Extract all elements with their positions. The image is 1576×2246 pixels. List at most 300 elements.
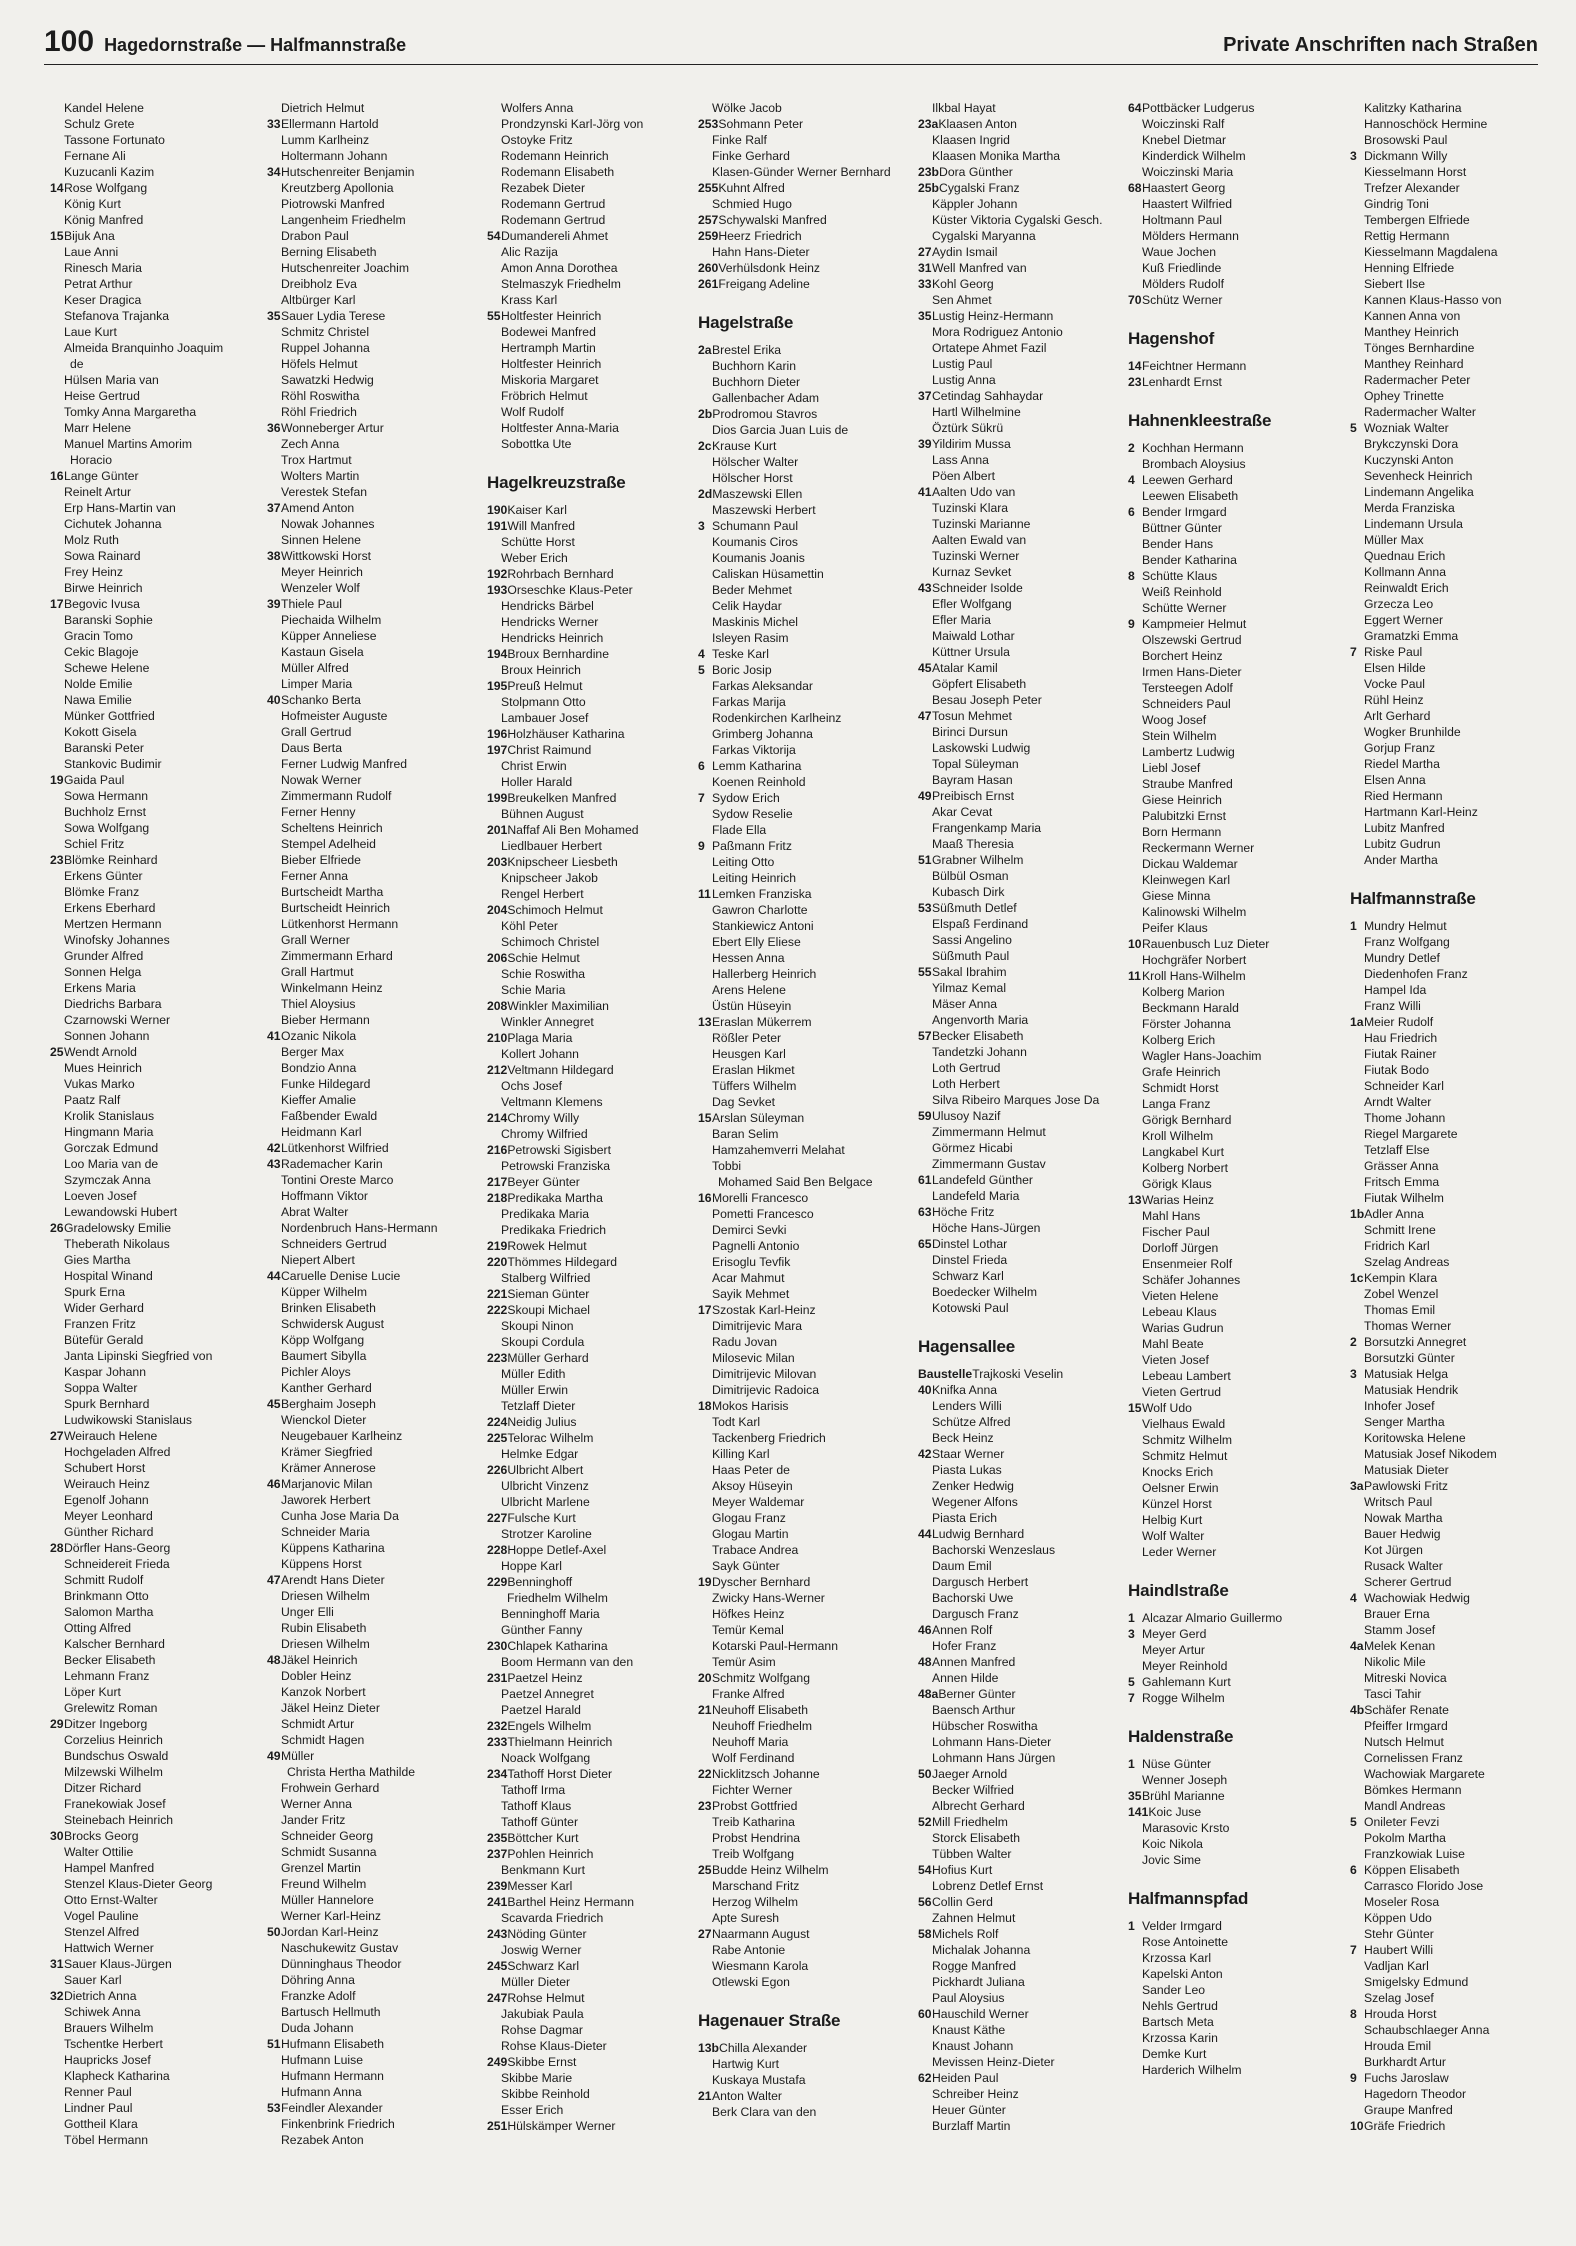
resident-entry [918,1204,1126,1220]
resident-name: Lehmann Franz [64,1669,150,1683]
house-number: 49 [267,1749,281,1763]
resident-name: Daum Emil [932,1559,992,1573]
resident-entry [918,1574,1126,1590]
resident-name: Leiting Otto [712,855,775,869]
resident-entry [1350,228,1558,244]
resident-entry [267,1124,475,1140]
resident-entry [1350,772,1558,788]
resident-entry [698,1078,906,1094]
resident-entry [487,1686,695,1702]
resident-entry [487,1094,695,1110]
resident-entry [918,820,1126,836]
resident-entry [487,886,695,902]
resident-name: Heiden Paul [932,2071,999,2085]
resident-name: Kubasch Dirk [932,885,1005,899]
resident-name: Hoppe Detlef-Axel [507,1543,607,1557]
resident-name: Erkens Günter [64,869,143,883]
resident-entry [1128,1804,1336,1820]
resident-name: Gorjup Franz [1364,741,1436,755]
resident-name: Wittkowski Horst [281,549,372,563]
resident-entry [1350,612,1558,628]
resident-entry [1128,440,1336,456]
resident-entry [1350,356,1558,372]
resident-name: Bömkes Hermann [1364,1783,1462,1797]
resident-name: Jordan Karl-Heinz [281,1925,379,1939]
house-number: 41 [267,1029,281,1043]
resident-entry [487,1798,695,1814]
resident-entry [267,836,475,852]
resident-entry [487,758,695,774]
resident-name: Nutsch Helmut [1364,1735,1444,1749]
house-number: 15 [1128,1401,1142,1415]
resident-name: Efler Wolfgang [932,597,1012,611]
resident-name: Bender Katharina [1142,553,1237,567]
resident-name: Höche Hans-Jürgen [932,1221,1041,1235]
resident-entry [918,1188,1126,1204]
resident-name: Hufmann Luise [281,2053,363,2067]
house-number: 3 [698,519,705,533]
resident-name: Kalinowski Wilhelm [1142,905,1247,919]
resident-name: Broux Heinrich [501,663,581,677]
resident-name: Vocke Paul [1364,677,1425,691]
resident-entry [487,534,695,550]
resident-entry [698,1494,906,1510]
resident-name: Lustig Heinz-Hermann [932,309,1054,323]
resident-entry [1128,1096,1336,1112]
resident-name: Limper Maria [281,677,353,691]
resident-entry [487,388,695,404]
resident-name: Fröbrich Helmut [501,389,588,403]
resident-name: Annen Manfred [932,1655,1016,1669]
resident-name: Ditzer Richard [64,1781,142,1795]
resident-entry [50,1412,258,1428]
resident-name: Kuskaya Mustafa [712,2073,806,2087]
resident-name: Sawatzki Hedwig [281,373,374,387]
resident-entry [487,1814,695,1830]
resident-entry [698,790,906,806]
resident-entry [918,804,1126,820]
resident-name: Tathoff Irma [501,1783,566,1797]
resident-name: Almeida Branquinho Joaquim [64,341,224,355]
house-number: 193 [487,583,508,597]
house-number: 235 [487,1831,508,1845]
resident-name: Merda Franziska [1364,501,1455,515]
resident-entry [487,1894,695,1910]
resident-name: Kurnaz Sevket [932,565,1012,579]
resident-name: Knipscheer Liesbeth [507,855,618,869]
house-number: 34 [267,165,281,179]
resident-entry [50,2084,258,2100]
resident-entry [698,374,906,390]
resident-entry [50,1220,258,1236]
resident-name: Sydow Erich [712,791,780,805]
resident-name: Sevenheck Heinrich [1364,469,1473,483]
resident-name: Hingmann Maria [64,1125,154,1139]
resident-entry [267,148,475,164]
resident-entry [50,676,258,692]
resident-entry [1128,1048,1336,1064]
resident-entry [1350,1862,1558,1878]
resident-name: Arlt Gerhard [1364,709,1431,723]
resident-name: Carrasco Florido Jose [1364,1879,1484,1893]
resident-name: Breukelken Manfred [507,791,617,805]
resident-entry [267,996,475,1012]
resident-name: Rohrbach Bernhard [507,567,614,581]
resident-entry [918,1766,1126,1782]
resident-entry [698,1318,906,1334]
resident-name: Manthey Heinrich [1364,325,1459,339]
resident-entry [487,518,695,534]
resident-name: Ditzer Ingeborg [64,1717,148,1731]
resident-name: Künzel Horst [1142,1497,1212,1511]
resident-entry [487,966,695,982]
house-number: 42 [267,1141,281,1155]
resident-name: Tathoff Günter [501,1815,579,1829]
resident-entry [1128,792,1336,808]
resident-entry [50,596,258,612]
resident-entry [1128,984,1336,1000]
resident-name: Anton Walter [712,2089,782,2103]
resident-name: Czarnowski Werner [64,1013,171,1027]
resident-name: Graupe Manfred [1364,2103,1453,2117]
resident-name: Schmitz Helmut [1142,1449,1228,1463]
resident-entry [1128,808,1336,824]
house-number: 14 [1128,359,1142,373]
resident-entry [918,1300,1126,1316]
resident-entry [50,548,258,564]
resident-name: Baranski Sophie [64,613,153,627]
resident-entry [918,644,1126,660]
resident-entry [1128,680,1336,696]
resident-name: Görigk Bernhard [1142,1113,1232,1127]
resident-entry [918,2086,1126,2102]
resident-name: Ebert Elly Eliese [712,935,801,949]
resident-name: Baran Selim [712,1127,779,1141]
resident-entry [267,868,475,884]
resident-entry [1128,2046,1336,2062]
resident-name: Paetzel Heinz [507,1671,583,1685]
house-number: 222 [487,1303,508,1317]
resident-entry [918,292,1126,308]
resident-name: Szostak Karl-Heinz [712,1303,816,1317]
resident-entry [50,948,258,964]
resident-name: Arens Helene [712,983,786,997]
resident-name: Dinstel Frieda [932,1253,1008,1267]
resident-entry [267,1828,475,1844]
resident-entry [1350,116,1558,132]
house-number: 228 [487,1543,508,1557]
resident-name: Göpfert Elisabeth [932,677,1027,691]
resident-name: Mertzen Hermann [64,917,162,931]
resident-name: Tuzinski Marianne [932,517,1031,531]
house-number: 1 [1350,919,1357,933]
resident-entry [918,132,1126,148]
resident-entry [50,884,258,900]
resident-name: Veltmann Hildegard [507,1063,614,1077]
house-number: 44 [267,1269,281,1283]
resident-name: Pometti Francesco [712,1207,814,1221]
resident-entry [267,1044,475,1060]
resident-name: Aalten Ewald van [932,533,1027,547]
resident-entry [1350,1190,1558,1206]
resident-entry [918,548,1126,564]
resident-name: Krzossa Karin [1142,2031,1218,2045]
resident-name: Kroll Hans-Wilhelm [1142,969,1246,983]
resident-name: Walter Ottilie [64,1845,134,1859]
resident-entry [487,870,695,886]
house-number: 4 [1128,473,1135,487]
resident-name: Staar Werner [932,1447,1005,1461]
resident-entry [698,1590,906,1606]
house-number: 52 [918,1815,932,1829]
house-number: 141 [1128,1805,1149,1819]
resident-name: Rezabek Anton [281,2133,364,2147]
resident-entry [50,372,258,388]
house-number: 17 [50,597,64,611]
resident-entry [267,1732,475,1748]
resident-name: Skibbe Ernst [507,2055,577,2069]
resident-entry [50,500,258,516]
resident-name: Münker Gottfried [64,709,155,723]
resident-entry [918,1124,1126,1140]
resident-entry [918,2118,1126,2134]
resident-entry [918,1990,1126,2006]
resident-entry [487,436,695,452]
resident-entry [1128,164,1336,180]
resident-entry [918,1156,1126,1172]
house-number: 41 [918,485,932,499]
resident-name: Rauenbusch Luz Dieter [1142,937,1270,951]
resident-entry [1350,1398,1558,1414]
resident-entry [1350,1526,1558,1542]
resident-entry [487,1190,695,1206]
resident-entry [487,1782,695,1798]
resident-entry [1350,180,1558,196]
resident-name: Sowa Hermann [64,789,148,803]
resident-name: Ferner Anna [281,869,349,883]
resident-name: Quednau Erich [1364,549,1446,563]
resident-name: Lustig Paul [932,357,993,371]
resident-entry [698,630,906,646]
resident-name: Kuß Friedlinde [1142,261,1222,275]
resident-name: Christa Hertha Mathilde [287,1765,416,1779]
resident-entry [50,1668,258,1684]
resident-name: Hampel Ida [1364,983,1427,997]
resident-entry [50,1700,258,1716]
resident-entry [487,1830,695,1846]
resident-entry [698,886,906,902]
resident-entry [267,1220,475,1236]
resident-name: Helbig Kurt [1142,1513,1203,1527]
resident-entry [918,900,1126,916]
resident-entry [698,1814,906,1830]
resident-name: Küppens Katharina [281,1541,385,1555]
resident-name: Hauschild Werner [932,2007,1029,2021]
house-number: 19 [698,1575,712,1589]
resident-entry [50,1748,258,1764]
resident-entry [487,934,695,950]
resident-name: Rößler Peter [712,1031,782,1045]
resident-name: Hülskämper Werner [507,2119,616,2133]
resident-name: Farkas Viktorija [712,743,796,757]
resident-entry [698,742,906,758]
resident-entry [918,740,1126,756]
resident-name: Nikolic Mile [1364,1655,1426,1669]
resident-name: Molz Ruth [64,533,119,547]
resident-entry [50,516,258,532]
resident-entry [1128,1240,1336,1256]
resident-name: Hartwig Kurt [712,2057,780,2071]
resident-name: Jäkel Heinrich [281,1653,358,1667]
resident-name: Rodemann Heinrich [501,149,609,163]
resident-entry [918,692,1126,708]
resident-entry [267,1236,475,1252]
resident-entry [267,580,475,596]
resident-name: Burzlaff Martin [932,2119,1011,2133]
resident-name: Riegel Margarete [1364,1127,1458,1141]
resident-name: Paetzel Annegret [501,1687,594,1701]
house-number: 243 [487,1927,508,1941]
resident-entry [267,1892,475,1908]
resident-entry [698,1910,906,1926]
resident-entry [1350,516,1558,532]
resident-name: Gramatzki Emma [1364,629,1459,643]
resident-name: Küppens Horst [281,1557,362,1571]
resident-name: Bauer Hedwig [1364,1527,1441,1541]
resident-name: Niepert Albert [281,1253,355,1267]
house-number: 4 [698,647,705,661]
resident-entry [50,916,258,932]
resident-name: Wolf Udo [1142,1401,1192,1415]
resident-entry [698,646,906,662]
resident-entry [918,980,1126,996]
resident-name: Preibisch Ernst [932,789,1014,803]
resident-name: Yildirim Mussa [932,437,1011,451]
resident-entry [1128,888,1336,904]
resident-entry [50,564,258,580]
resident-entry [1350,1142,1558,1158]
resident-entry [487,1318,695,1334]
resident-name: Teske Karl [712,647,769,661]
resident-entry [918,1284,1126,1300]
resident-name: Müller [281,1749,315,1763]
resident-name: Cetindag Sahhaydar [932,389,1044,403]
house-number: 2c [698,439,712,453]
resident-name: Schütte Horst [501,535,575,549]
resident-entry [50,1460,258,1476]
resident-entry [1350,164,1558,180]
resident-entry [698,1158,906,1174]
house-number: 259 [698,229,719,243]
resident-name: Heusgen Karl [712,1047,786,1061]
resident-name: Görigk Klaus [1142,1177,1212,1191]
resident-name: Engels Wilhelm [507,1719,592,1733]
resident-entry [698,1430,906,1446]
resident-entry [267,612,475,628]
resident-name: Matusiak Hendrik [1364,1383,1459,1397]
resident-name: Otto Ernst-Walter [64,1893,158,1907]
resident-entry [50,1892,258,1908]
resident-entry [50,1012,258,1028]
resident-entry [1350,564,1558,580]
resident-name: Miskoria Margaret [501,373,599,387]
resident-entry [267,1316,475,1332]
resident-name: Keser Dragica [64,293,142,307]
resident-name: Dag Sevket [712,1095,776,1109]
house-number: 1b [1350,1207,1365,1221]
resident-name: Süßmuth Paul [932,949,1010,963]
resident-entry [487,1542,695,1558]
resident-name: Stenzel Alfred [64,1925,140,1939]
resident-name: Frey Heinz [64,565,123,579]
resident-name: Müller Hannelore [281,1893,374,1907]
resident-name: Writsch Paul [1364,1495,1433,1509]
resident-name: Stenzel Klaus-Dieter Georg [64,1877,213,1891]
resident-name: Hrouda Horst [1364,2007,1437,2021]
resident-name: Stefanova Trajanka [64,309,170,323]
resident-entry [1350,1430,1558,1446]
resident-entry [1350,1830,1558,1846]
resident-name: Chromy Wilfried [501,1127,588,1141]
resident-entry [267,1988,475,2004]
house-number: 245 [487,1959,508,1973]
resident-entry [1128,872,1336,888]
resident-entry [1128,696,1336,712]
resident-name: Berning Elisabeth [281,245,377,259]
resident-entry [487,774,695,790]
resident-name: Ried Hermann [1364,789,1443,803]
resident-name: Finke Gerhard [712,149,790,163]
resident-name: Sohmann Peter [718,117,804,131]
resident-name: Leiting Heinrich [712,871,797,885]
resident-name: Bender Irmgard [1142,505,1227,519]
resident-name: Grall Werner [281,933,350,947]
resident-name: Töbel Hermann [64,2133,148,2147]
resident-name: Kokott Gisela [64,725,137,739]
resident-name: Krass Karl [501,293,558,307]
resident-name: Winkelmann Heinz [281,981,383,995]
resident-entry [698,2072,906,2088]
resident-name: Küster Viktoria Cygalski Gesch. [932,213,1103,227]
resident-name: Zimmermann Gustav [932,1157,1046,1171]
resident-entry [50,1524,258,1540]
resident-entry [487,1062,695,1078]
resident-name: Rowek Helmut [507,1239,587,1253]
resident-entry [50,1860,258,1876]
resident-entry [698,902,906,918]
house-number: 8 [1128,569,1135,583]
resident-name: Tobbi [712,1159,742,1173]
resident-entry [698,1142,906,1158]
resident-entry [1128,1496,1336,1512]
resident-name: Rose Wolfgang [64,181,148,195]
resident-name: Bayram Hasan [932,773,1013,787]
resident-name: Franzkowiak Luise [1364,1847,1465,1861]
resident-name: Schimoch Helmut [507,903,603,917]
resident-entry [698,1254,906,1270]
resident-name: Angenvorth Maria [932,1013,1029,1027]
resident-name: Kotarski Paul-Hermann [712,1639,838,1653]
resident-entry [1128,824,1336,840]
resident-name: Dargusch Herbert [932,1575,1029,1589]
resident-entry [918,1606,1126,1622]
resident-entry [487,1206,695,1222]
resident-name: Wolters Martin [281,469,360,483]
resident-name: Benkmann Kurt [501,1863,586,1877]
resident-entry [1350,1094,1558,1110]
resident-name: Müller Gerhard [507,1351,589,1365]
resident-name: Berger Max [281,1045,344,1059]
